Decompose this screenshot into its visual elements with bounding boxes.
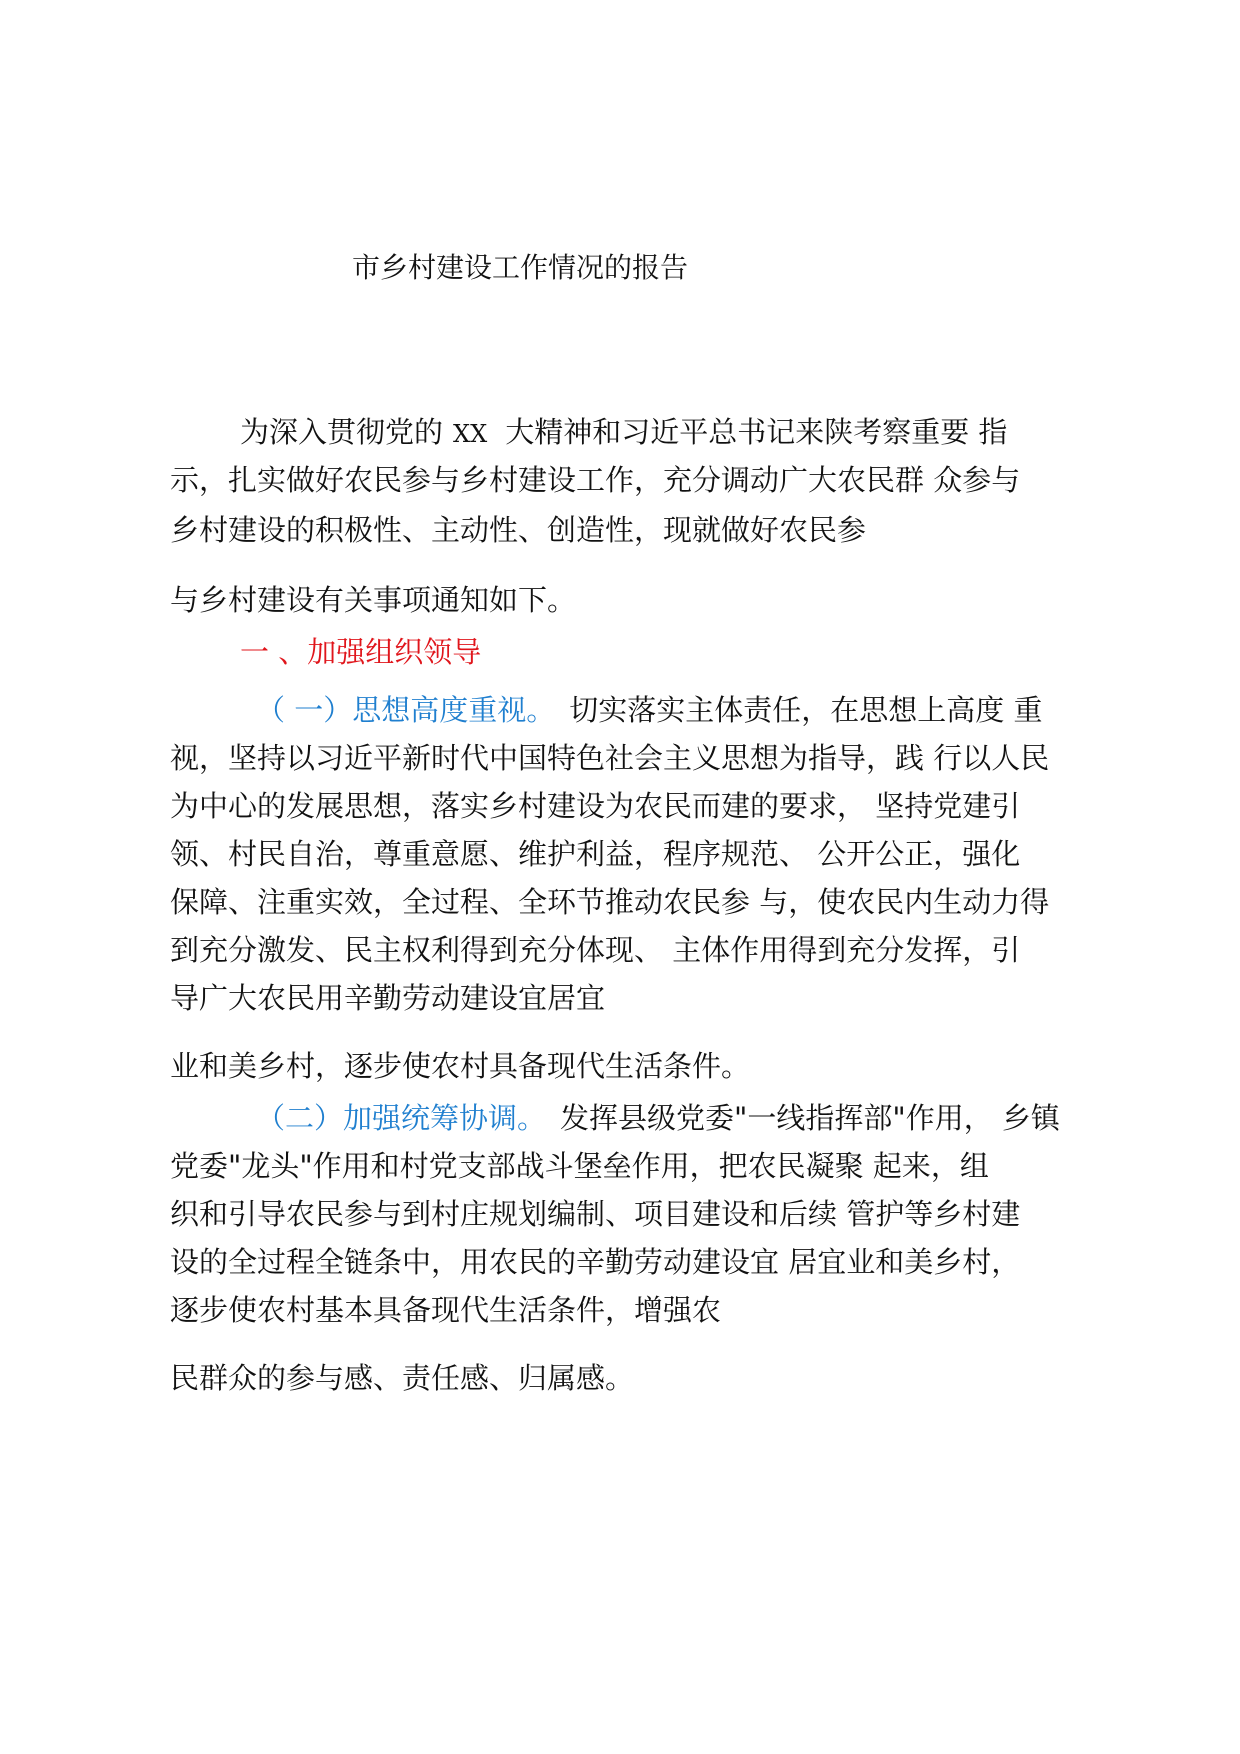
- intro-line-1: [240, 412, 1007, 454]
- item1-line-2: 视，坚持以习近平新时代中国特色社会主义思想为指导，践 行以人民: [170, 741, 1050, 775]
- item2-line-4: 设的全过程全链条中，用农民的辛勤劳动建设宜 居宜业和美乡村，: [170, 1245, 1021, 1279]
- item1-line-7: 导广大农民用辛勤劳动建设宜居宜: [170, 981, 606, 1015]
- item2-line-3: 织和引导农民参与到村庄规划编制、项目建设和后续 管护等乡村建: [170, 1197, 1021, 1231]
- item2-line-6: 民群众的参与感、责任感、归属感。: [170, 1361, 635, 1395]
- item2-line-5: 逐步使农村基本具备现代生活条件，增强农: [170, 1293, 722, 1327]
- section-heading-1: 一 、加强组织领导: [240, 635, 482, 669]
- intro-line-1-xx: XX: [453, 420, 488, 448]
- item2-line-1: [256, 1098, 1060, 1138]
- item1-line-1: [256, 690, 1042, 730]
- item1-line-4: 领、村民自治，尊重意愿、维护利益，程序规范、 公开公正，强化: [170, 837, 1021, 871]
- document-title: 市乡村建设工作情况的报告: [352, 251, 689, 284]
- item1-line-6: 到充分激发、民主权利得到充分体现、 主体作用得到充分发挥，引: [170, 933, 1021, 967]
- item1-line-5: 保障、注重实效，全过程、全环节推动农民参 与，使农民内生动力得: [170, 885, 1050, 919]
- item2-label: （二）加强统筹协调。: [256, 1101, 547, 1135]
- intro-line-1-a: 为深入贯彻党的: [240, 415, 444, 449]
- item1-line-8: 业和美乡村，逐步使农村具备现代生活条件。: [170, 1049, 751, 1083]
- intro-line-2: 示，扎实做好农民参与乡村建设工作，充分调动广大农民群 众参与: [170, 463, 1021, 497]
- item1-line-1-text: 切实落实主体责任，在思想上高度 重: [569, 693, 1043, 727]
- intro-line-3: 乡村建设的积极性、主动性、创造性，现就做好农民参: [170, 513, 867, 547]
- intro-line-1-b: 大精神和习近平总书记来陕考察重要 指: [505, 415, 1008, 449]
- item1-label: （ 一）思想高度重视。: [256, 693, 556, 727]
- intro-line-4: 与乡村建设有关事项通知如下。: [170, 583, 577, 617]
- item2-line-2: 党委"龙头"作用和村党支部战斗堡垒作用，把农民凝聚 起来，组: [170, 1149, 989, 1183]
- item1-line-3: 为中心的发展思想，落实乡村建设为农民而建的要求， 坚持党建引: [170, 789, 1021, 823]
- item2-line-1-text: 发挥县级党委"一线指挥部"作用， 乡镇: [560, 1101, 1060, 1135]
